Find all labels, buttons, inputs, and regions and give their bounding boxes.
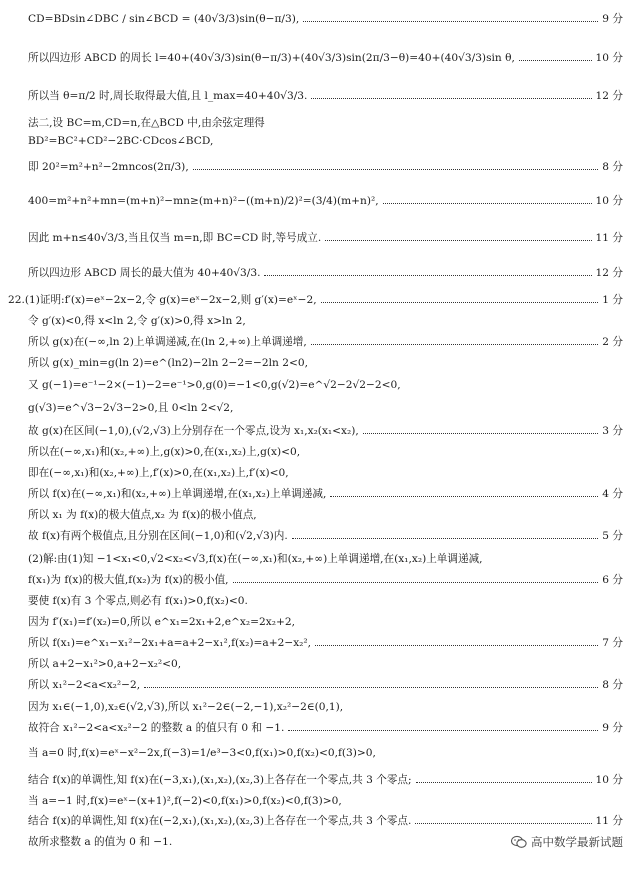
- document-line: [28, 593, 623, 608]
- line-text: f(x₁)为 f(x)的极大值,f(x₂)为 f(x)的极小值,: [28, 574, 229, 586]
- line-text: 当 a=−1 时,f(x)=eˣ−(x+1)²,f(−2)<0,f(x₁)>0,f(x₂)<0,f(3)>0,: [28, 795, 342, 807]
- line-text: 所以 g(x)_min=g(ln 2)=e^(ln2)−2ln 2−2=−2ln 2<0,: [28, 357, 308, 369]
- line-text: 所以 x₁²−2<a<x₂²−2,: [28, 679, 141, 691]
- document-line: [28, 528, 623, 543]
- document-line: [28, 677, 623, 692]
- score-label: 11 分: [595, 815, 623, 827]
- dot-leader: [264, 275, 591, 276]
- document-line: [28, 400, 623, 415]
- line-text: 故所求整数 a 的值为 0 和 −1.: [28, 836, 173, 848]
- score-label: 12 分: [595, 267, 623, 279]
- score-label: 9 分: [602, 722, 623, 734]
- dot-leader: [288, 730, 598, 731]
- line-text: 结合 f(x)的单调性,知 f(x)在(−2,x₁),(x₁,x₂),(x₂,3)上各存在一个零点,共 3 个零点.: [28, 815, 412, 827]
- document-line: [28, 465, 623, 480]
- score-label: 6 分: [602, 574, 623, 586]
- document-line: [28, 313, 623, 328]
- line-text: 故符合 x₁²−2<a<x₂²−2 的整数 a 的值只有 0 和 −1.: [28, 722, 285, 734]
- score-label: 3 分: [602, 425, 623, 437]
- document-line: [28, 334, 623, 349]
- line-text: 因此 m+n≤40√3/3,当且仅当 m=n,即 BC=CD 时,等号成立.: [28, 232, 322, 244]
- watermark: [511, 834, 623, 850]
- dot-leader: [416, 782, 592, 783]
- dot-leader: [311, 344, 599, 345]
- score-label: 5 分: [602, 530, 623, 542]
- score-label: 7 分: [602, 637, 623, 649]
- document-line: [28, 572, 623, 587]
- score-label: 12 分: [595, 90, 623, 102]
- line-text: CD=BDsin∠DBC / sin∠BCD = (40√3/3)sin(θ−π/3),: [28, 12, 300, 25]
- line-text: 所以四边形 ABCD 的周长 l=40+(40√3/3)sin(θ−π/3)+(40√3/3)sin(2π/3−θ)=40+(40√3/3)sin θ,: [28, 52, 515, 64]
- document-line: [28, 423, 623, 438]
- line-text: 结合 f(x)的单调性,知 f(x)在(−3,x₁),(x₁,x₂),(x₂,3)上各存在一个零点,共 3 个零点;: [28, 774, 412, 786]
- dot-leader: [233, 582, 599, 583]
- score-label: 4 分: [602, 488, 623, 500]
- line-text: 所以当 θ=π/2 时,周长取得最大值,且 l_max=40+40√3/3.: [28, 90, 308, 102]
- score-label: 10 分: [595, 195, 623, 207]
- score-label: 8 分: [602, 161, 623, 173]
- document-line: [28, 656, 623, 671]
- document-line: [28, 230, 623, 245]
- dot-leader: [311, 98, 591, 99]
- document-line: [28, 115, 623, 130]
- dot-leader: [519, 60, 592, 61]
- document-line: [28, 193, 623, 208]
- watermark-label: 高中数学最新试题: [531, 835, 623, 849]
- score-label: 10 分: [595, 52, 623, 64]
- document-line: [28, 444, 623, 459]
- dot-leader: [193, 169, 599, 170]
- line-text: 即 20²=m²+n²−2mncos(2π/3),: [28, 161, 189, 173]
- line-text: 因为 f′(x₁)=f′(x₂)=0,所以 e^x₁=2x₁+2,e^x₂=2x₂+2,: [28, 616, 295, 628]
- line-text: 所以在(−∞,x₁)和(x₂,+∞)上,g(x)>0,在(x₁,x₂)上,g(x)<0,: [28, 446, 301, 458]
- dot-leader: [325, 240, 591, 241]
- dot-leader: [363, 433, 599, 434]
- line-text: 即在(−∞,x₁)和(x₂,+∞)上,f′(x)>0,在(x₁,x₂)上,f′(x)<0,: [28, 467, 289, 479]
- score-label: 11 分: [595, 232, 623, 244]
- document-line: [28, 486, 623, 501]
- line-text: 法二,设 BC=m,CD=n,在△BCD 中,由余弦定理得: [28, 117, 265, 129]
- document-line: [28, 377, 623, 392]
- document-line: [28, 699, 623, 714]
- line-text: 所以 f(x)在(−∞,x₁)和(x₂,+∞)上单调递增,在(x₁,x₂)上单调递减,: [28, 488, 327, 500]
- document-line: [28, 88, 623, 103]
- score-label: 1 分: [602, 294, 623, 306]
- document-line: [28, 265, 623, 280]
- line-text: 故 g(x)在区间(−1,0),(√2,√3)上分别存在一个零点,设为 x₁,x₂(x₁<x₂),: [28, 425, 359, 437]
- line-text: 所以 g(x)在(−∞,ln 2)上单调递减,在(ln 2,+∞)上单调递增,: [28, 336, 307, 348]
- score-label: 10 分: [595, 774, 623, 786]
- line-text: BD²=BC²+CD²−2BC·CDcos∠BCD,: [28, 135, 214, 147]
- dot-leader: [315, 645, 598, 646]
- document-line: [28, 720, 623, 735]
- document-line: [28, 813, 623, 828]
- dot-leader: [415, 823, 591, 824]
- dot-leader: [144, 687, 598, 688]
- document-line: [28, 551, 623, 566]
- document-line: [8, 292, 623, 307]
- document-line: [28, 745, 623, 760]
- document-line: [28, 507, 623, 522]
- wechat-icon: [511, 835, 527, 849]
- dot-leader: [321, 302, 599, 303]
- line-text: 所以四边形 ABCD 周长的最大值为 40+40√3/3.: [28, 267, 261, 279]
- line-text: (2)解:由(1)知 −1<x₁<0,√2<x₂<√3,f(x)在(−∞,x₁)和(x₂,+∞)上单调递增,在(x₁,x₂)上单调递减,: [28, 553, 483, 565]
- line-text: 故 f(x)有两个极值点,且分别在区间(−1,0)和(√2,√3)内.: [28, 530, 288, 542]
- document-line: [28, 793, 623, 808]
- document-line: [28, 614, 623, 629]
- line-text: 当 a=0 时,f(x)=eˣ−x²−2x,f(−3)=1/e³−3<0,f(x₁)>0,f(x₂)<0,f(3)>0,: [28, 747, 376, 759]
- score-label: 9 分: [602, 13, 623, 25]
- line-text: 要使 f(x)有 3 个零点,则必有 f(x₁)>0,f(x₂)<0.: [28, 595, 248, 607]
- document-line: [28, 11, 623, 26]
- line-text: 22.(1)证明:f′(x)=eˣ−2x−2,令 g(x)=eˣ−2x−2,则 g′(x)=eˣ−2,: [8, 294, 317, 306]
- line-text: 所以 f(x₁)=e^x₁−x₁²−2x₁+a=a+2−x₁²,f(x₂)=a+2−x₂²,: [28, 637, 312, 649]
- line-text: 因为 x₁∈(−1,0),x₂∈(√2,√3),所以 x₁²−2∈(−2,−1),x₂²−2∈(0,1),: [28, 701, 344, 713]
- document-line: [28, 635, 623, 650]
- line-text: 所以 a+2−x₁²>0,a+2−x₂²<0,: [28, 658, 182, 670]
- document-line: [28, 135, 623, 147]
- score-label: 2 分: [602, 336, 623, 348]
- line-text: 令 g′(x)<0,得 x<ln 2,令 g′(x)>0,得 x>ln 2,: [28, 315, 246, 327]
- document-line: [28, 159, 623, 174]
- dot-leader: [383, 203, 592, 204]
- dot-leader: [330, 496, 598, 497]
- document-line: [28, 355, 623, 370]
- dot-leader: [303, 21, 598, 22]
- line-text: 所以 x₁ 为 f(x)的极大值点,x₂ 为 f(x)的极小值点,: [28, 509, 257, 521]
- document-line: [28, 50, 623, 65]
- line-text: g(√3)=e^√3−2√3−2>0,且 0<ln 2<√2,: [28, 402, 234, 414]
- dot-leader: [292, 538, 599, 539]
- line-text: 又 g(−1)=e⁻¹−2×(−1)−2=e⁻¹>0,g(0)=−1<0,g(√2)=e^√2−2√2−2<0,: [28, 379, 401, 391]
- score-label: 8 分: [602, 679, 623, 691]
- document-line: [28, 772, 623, 787]
- line-text: 400=m²+n²+mn=(m+n)²−mn≥(m+n)²−((m+n)/2)²=(3/4)(m+n)²,: [28, 194, 379, 207]
